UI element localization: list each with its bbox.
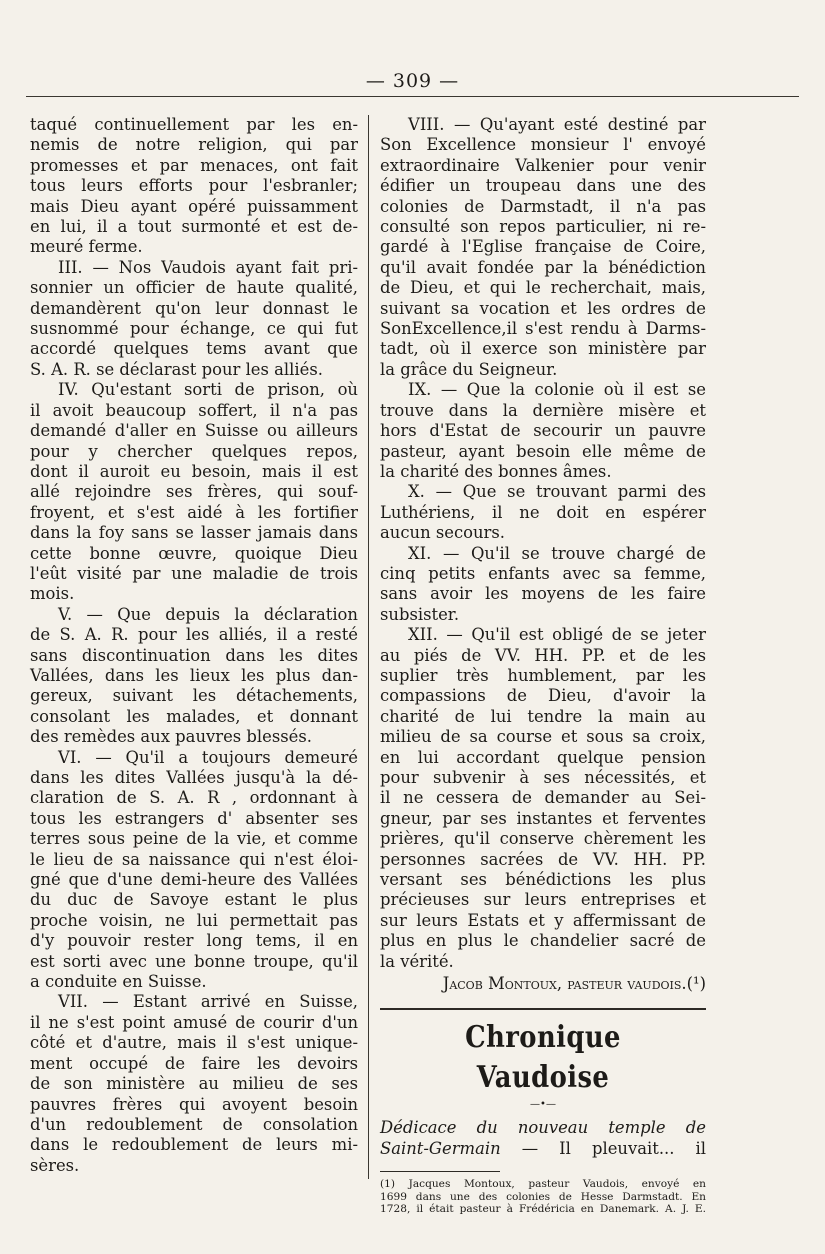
left-column-line: demandèrent qu'on leur donnast le (30, 298, 358, 318)
right-column-line: personnes sacrées de VV. HH. PP. (380, 849, 706, 869)
left-column-line: accordé quelques tems avant que (30, 339, 358, 359)
left-column-line: tous leurs efforts pour l'esbranler; (30, 176, 358, 196)
left-column-line: nemis de notre religion, qui par (30, 135, 358, 155)
left-column-line: en lui, il a tout surmonté et est de- (30, 217, 358, 237)
right-column-line: colonies de Darmstadt, il n'a pas (380, 196, 706, 216)
left-column-line: VI. — Qu'il a toujours demeuré (58, 747, 358, 767)
right-column-line: en lui accordant quelque pension (380, 747, 706, 767)
footnote-lines-line: 1728, il était pasteur à Frédéricia en Danemark. A. J. E. (380, 1203, 706, 1216)
left-column-line: demandé d'aller en Suisse ou ailleurs (30, 421, 358, 441)
left-column-line: ment occupé de faire les devoirs (30, 1053, 358, 1073)
right-column-line: subsister. (380, 604, 460, 624)
left-column-line: III. — Nos Vaudois ayant fait pri- (58, 257, 358, 277)
right-column-line: tadt, où il exerce son ministère par (380, 339, 706, 359)
left-column-line: côté et d'autre, mais il s'est unique- (30, 1033, 358, 1053)
left-column-line: taqué continuellement par les en- (30, 115, 358, 134)
left-column-line: terres sous peine de la vie, et comme (30, 829, 358, 849)
right-column-line: il ne cessera de demander au Sei- (380, 788, 706, 808)
left-column-line: gereux, suivant les détachements, (30, 686, 358, 706)
right-column-line: qu'il avait fondée par la bénédiction (380, 257, 706, 277)
right-column-line: sans avoir les moyens de les faire (380, 584, 706, 604)
right-column-line: gardé à l'Eglise française de Coire, (380, 237, 706, 257)
left-column-line: est sorti avec une bonne troupe, qu'il (30, 951, 358, 971)
left-column-line: IV. Qu'estant sorti de prison, où (58, 380, 358, 400)
right-column-line: précieuses sur leurs entreprises et (380, 890, 706, 910)
right-column-line: milieu de sa course et sous sa croix, (380, 727, 706, 747)
left-column-line: d'un redoublement de consolation (30, 1114, 358, 1134)
left-column-line: le lieu de sa naissance qui n'est éloi- (30, 849, 358, 869)
right-column-line: Son Excellence monsieur l' envoyé (380, 135, 706, 155)
right-column-line: aucun secours. (380, 523, 506, 543)
right-column-line: VIII. — Qu'ayant esté destiné par (408, 115, 706, 134)
right-column-line: plus en plus le chandelier sacré de (380, 931, 706, 951)
right-column-line: la vérité. (380, 951, 454, 971)
right-column (380, 115, 706, 1216)
left-column-line: gné que d'une demi-heure des Vallées (30, 870, 358, 890)
left-column-line: VII. — Estant arrivé en Suisse, (58, 992, 358, 1012)
left-column-line: sères. (30, 1155, 80, 1175)
left-column-line: V. — Que depuis la déclaration (58, 604, 358, 624)
left-column-line: il ne s'est point amusé de courir d'un (30, 1012, 358, 1032)
right-column-line: charité de lui tendre la main au (380, 706, 706, 726)
dedicace-lines-line: Dédicace du nouveau temple de (380, 1118, 706, 1138)
page-number: — 309 — (365, 70, 460, 92)
section-rule (380, 1008, 706, 1010)
left-column-line: S. A. R. se déclarast pour les alliés. (30, 359, 323, 379)
right-column-line: prières, qu'il conserve chèrement les (380, 829, 706, 849)
footnote (380, 1178, 706, 1215)
left-column-line: dans le redoublement de leurs mi- (30, 1135, 358, 1155)
right-column-line: compassions de Dieu, d'avoir la (380, 686, 706, 706)
left-column-line: froyent, et s'est aidé à les fortifier (30, 502, 358, 522)
left-column-line: susnommé pour échange, ce qui fut (30, 319, 358, 339)
left-column-line: d'y pouvoir rester long tems, il en (30, 931, 358, 951)
left-column-line: de S. A. R. pour les alliés, il a resté (30, 625, 358, 645)
left-column-line: du duc de Savoye estant le plus (30, 890, 358, 910)
left-column-line: promesses et par menaces, ont fait (30, 155, 358, 175)
right-column-line: SonExcellence,il s'est rendu à Darms- (380, 319, 706, 339)
footnote-rule (380, 1171, 500, 1172)
right-column-line: édifier un troupeau dans une des (380, 176, 706, 196)
right-column-line: pour subvenir à ses nécessités, et (380, 768, 706, 787)
right-column-line: XI. — Qu'il se trouve chargé de (408, 543, 706, 563)
right-column-line: extraordinaire Valkenier pour venir (380, 155, 706, 175)
right-column-line: IX. — Que la colonie où il est se (408, 380, 706, 400)
right-column-line: XII. — Qu'il est obligé de se jeter (408, 625, 706, 645)
dedicace-lines-line: Saint-Germain — Il pleuvait... il (380, 1138, 706, 1158)
ornament: —•— (530, 1099, 556, 1111)
left-column-line: dans la foy sans se lasser jamais dans (30, 523, 358, 543)
right-column-line: gneur, par ses instantes et ferventes (380, 808, 706, 828)
right-column-line: la charité des bonnes âmes. (380, 461, 612, 481)
right-column-line: sur leurs Estats et y affermissant de (380, 910, 706, 930)
left-column-line: il avoit beaucoup soffert, il n'a pas (30, 400, 358, 420)
left-column-line: mais Dieu ayant opéré puissamment (30, 196, 358, 216)
right-column-line: la grâce du Seigneur. (380, 359, 558, 379)
left-column-line: proche voisin, ne lui permettait pas (30, 910, 358, 930)
right-column-line: Luthériens, il ne doit en espérer (380, 502, 706, 522)
right-column-line: X. — Que se trouvant parmi des (408, 482, 706, 502)
right-column-line: hors d'Estat de secourir un pauvre (380, 421, 706, 441)
left-column-line: l'eût visité par une maladie de trois (30, 563, 358, 583)
right-column-text (380, 115, 706, 972)
right-column-line: versant ses bénédictions les plus (380, 870, 706, 890)
right-column-line: cinq petits enfants avec sa femme, (380, 563, 706, 583)
left-column-line: des remèdes aux pauvres blessés. (30, 727, 313, 747)
right-column-line: consulté son repos particulier, ni re- (380, 217, 706, 237)
footnote-lines-line: (1) Jacques Montoux, pasteur Vaudois, envoyé en (380, 1178, 706, 1191)
left-column-line: dont il auroit eu besoin, mais il est (30, 461, 358, 481)
dedicace-text (380, 1118, 706, 1159)
left-column-line: pauvres frères qui avoyent besoin (30, 1094, 358, 1114)
left-column-line: dans les dites Vallées jusqu'à la dé- (30, 768, 358, 787)
left-column-line: claration de S. A. R , ordonnant à (30, 788, 358, 808)
left-column-line: allé rejoindre ses frères, qui souf- (30, 482, 358, 502)
footnote-lines-line: 1699 dans une des colonies de Hesse Darmstadt. En (380, 1190, 706, 1203)
left-column-line: a conduite en Suisse. (30, 972, 207, 992)
right-column-line: suivant sa vocation et les ordres de (380, 298, 706, 318)
left-column-line: de son ministère au milieu de ses (30, 1074, 358, 1094)
header-rule (26, 96, 799, 97)
left-column-line: Vallées, dans les lieux les plus dan- (30, 665, 358, 685)
signature: Jacob Montoux, pasteur vaudois.(¹) (442, 974, 706, 994)
left-column-line: cette bonne œuvre, quoique Dieu (30, 543, 358, 563)
right-column-line: suplier très humblement, par les (380, 665, 706, 685)
right-column-line: de Dieu, et qui le recherchait, mais, (380, 278, 706, 298)
right-column-line: trouve dans la dernière misère et (380, 400, 706, 420)
left-column-line: sans discontinuation dans les dites (30, 645, 358, 665)
left-column (30, 115, 358, 1176)
chronique-title: Chronique Vaudoise (465, 1020, 621, 1096)
left-column-line: tous les estrangers d' absenter ses (30, 808, 358, 828)
column-divider (368, 115, 369, 1179)
left-column-line: meuré ferme. (30, 237, 143, 257)
left-column-line: sonnier un officier de haute qualité, (30, 278, 358, 298)
right-column-line: pasteur, ayant besoin elle même de (380, 441, 706, 461)
left-column-line: pour y chercher quelques repos, (30, 441, 358, 461)
left-column-line: mois. (30, 584, 75, 604)
right-column-line: au piés de VV. HH. PP. et de les (380, 645, 706, 665)
left-column-line: consolant les malades, et donnant (30, 706, 358, 726)
